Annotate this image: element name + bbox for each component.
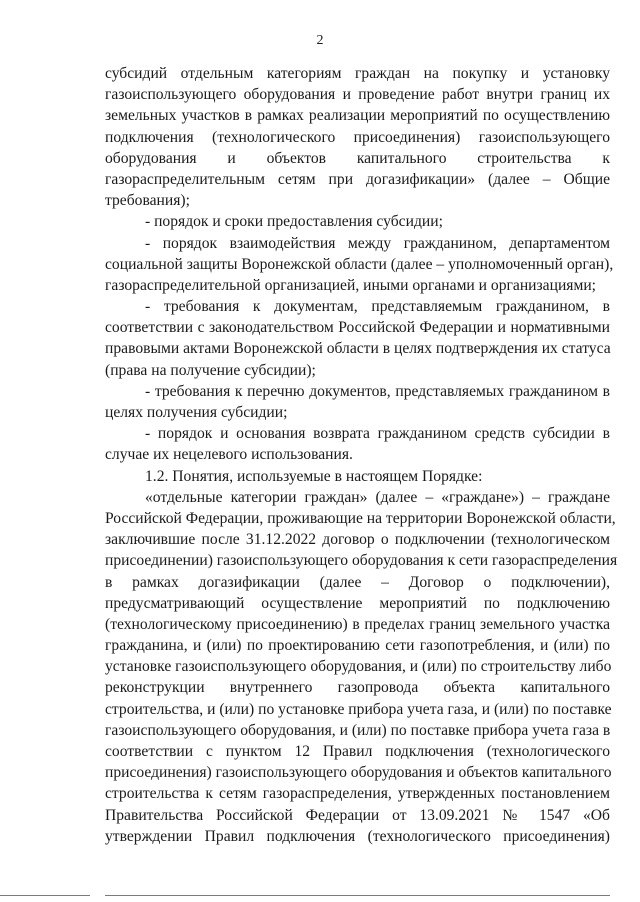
text-line: - порядок и сроки предоставления субсидии; (145, 213, 443, 231)
text-line: строительства, и (или) по установке прибора учета газа, и (или) по поставке (105, 700, 612, 718)
text-line: «отдельные категории граждан» (далее – «граждане») – граждане (145, 488, 610, 506)
text-line: соответствии с законодательством Российской Федерации и нормативными (105, 319, 610, 337)
text-line: - требования к документам, представляемым гражданином, в (145, 298, 610, 316)
text-line: газораспределительным сетям при догазификации» (далее – Общие (105, 170, 610, 188)
text-line: - требования к перечню документов, представляемых гражданином в (145, 382, 610, 400)
text-line: требования); (105, 192, 190, 210)
text-line: установке газоиспользующего оборудования, и (или) по строительству либо (105, 658, 612, 676)
text-line: газоиспользующего оборудования, и (или) по поставке прибора учета газа в (105, 721, 611, 739)
text-line: утверждении Правил подключения (технологического присоединения) (105, 827, 610, 845)
text-line: реконструкции внутреннего газопровода объекта капитального (105, 679, 610, 697)
page-number: 2 (316, 33, 324, 48)
text-line: газоиспользующего оборудования и проведение работ внутри границ их (105, 86, 610, 104)
body-text (105, 63, 618, 847)
text-line: земельных участков в рамках реализации мероприятий по осуществлению (105, 107, 610, 125)
text-line: социальной защиты Воронежской области (далее – уполномоченный орган), (105, 255, 614, 273)
footer-rule-left (0, 895, 90, 896)
text-line: (права на получение субсидии); (105, 361, 316, 379)
text-line: субсидий отдельным категориям граждан на покупку и установку (105, 65, 610, 82)
text-line: предусматривающий осуществление мероприятий по подключению (105, 594, 610, 612)
text-line: целях получения субсидии; (105, 404, 288, 421)
text-line: Правительства Российской Федерации от 13.09.2021 № 1547 «Об (105, 806, 610, 824)
text-line: оборудования и объектов капитального строительства к (105, 149, 610, 167)
text-line: гражданина, и (или) по проектированию сети газопотребления, и (или) по (105, 637, 610, 655)
text-line: - порядок взаимодействия между гражданином, департаментом (145, 234, 610, 252)
text-line: Российской Федерации, проживающие на территории Воронежской области, (105, 509, 616, 527)
text-line: заключившие после 31.12.2022 договор о подключении (технологическом (105, 531, 610, 549)
text-line: правовыми актами Воронежской области в целях подтверждения их статуса (105, 340, 611, 358)
text-line: - порядок и основания возврата гражданином средств субсидии в (145, 425, 610, 443)
text-line: присоединении) газоиспользующего оборудования к сети газораспределения (105, 552, 618, 570)
text-line: 1.2. Понятия, используемые в настоящем Порядке: (145, 467, 483, 485)
footer-rule (105, 895, 610, 896)
text-line: соответствии с пунктом 12 Правил подключения (технологического (105, 743, 610, 760)
text-line: подключения (технологического присоединения) газоиспользующего (105, 128, 610, 146)
text-line: присоединения) газоиспользующего оборудования и объектов капитального (105, 764, 612, 782)
text-line: (технологическому присоединению) в пределах границ земельного участка (105, 615, 610, 633)
text-line: строительства к сетям газораспределения, утвержденных постановлением (105, 785, 610, 803)
text-line: в рамках догазификации (далее – Договор о подключении), (105, 573, 610, 591)
text-line: газораспределительной организацией, иными органами и организациями; (105, 276, 597, 294)
text-line: случае их нецелевого использования. (105, 446, 353, 464)
